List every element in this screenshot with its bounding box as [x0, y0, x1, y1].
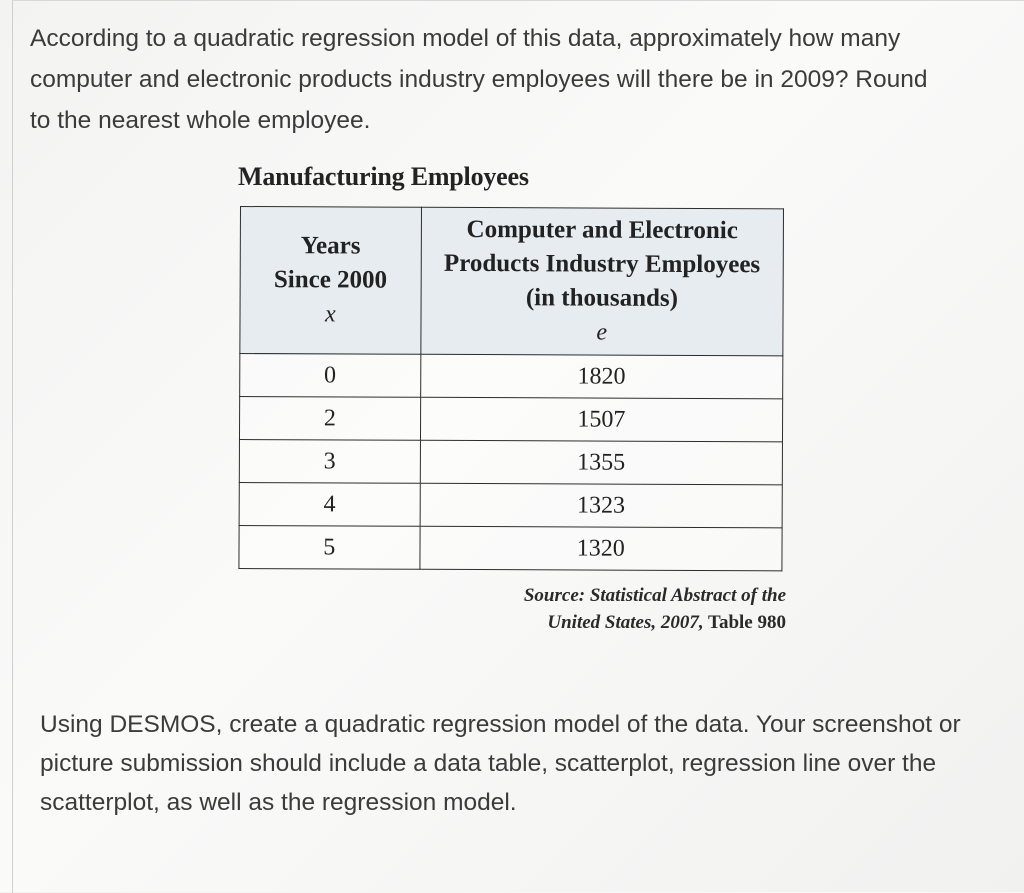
table-row — [239, 397, 782, 442]
header-employees — [421, 207, 784, 356]
header-e-line: Products Industry Employees — [443, 249, 761, 279]
header-x-line: Since 2000 — [273, 266, 388, 294]
cell-x: 4 — [239, 482, 420, 526]
cell-x: 0 — [240, 354, 421, 398]
cell-e: 1355 — [420, 440, 783, 485]
table-row — [240, 354, 783, 399]
question-line: to the nearest whole employee. — [30, 107, 371, 134]
header-e-variable: e — [596, 319, 608, 346]
instructions-text — [40, 705, 1000, 822]
cell-e: 1323 — [420, 483, 783, 528]
cell-e: 1507 — [420, 397, 783, 442]
question-line: According to a quadratic regression model of this data, approximately how many — [30, 25, 901, 52]
question-line: computer and electronic products industry employees will there be in 2009? Round — [30, 66, 928, 93]
source-publication: United States, 2007, — [547, 612, 704, 633]
cell-x: 3 — [239, 439, 420, 483]
header-e-line: Computer and Electronic — [466, 215, 738, 245]
table-header-row — [240, 207, 784, 356]
source-label: Source: Statistical Abstract of the — [523, 585, 786, 606]
cell-x: 2 — [239, 397, 420, 441]
cell-x: 5 — [239, 525, 420, 569]
question-text — [30, 18, 990, 141]
table-title: Manufacturing Employees — [238, 162, 529, 191]
header-x-variable: x — [324, 301, 336, 328]
table-row — [239, 482, 782, 527]
instructions-line: Using DESMOS, create a quadratic regression model of the data. Your screenshot or — [40, 711, 961, 738]
header-e-line: (in thousands) — [525, 284, 679, 312]
header-x-line: Years — [300, 232, 361, 260]
instructions-line: scatterplot, as well as the regression model. — [40, 789, 517, 816]
cell-e: 1320 — [420, 526, 783, 571]
header-years-since-2000 — [240, 207, 421, 355]
data-table — [238, 206, 784, 571]
table-row — [239, 525, 782, 570]
cell-e: 1820 — [420, 354, 783, 399]
table-source — [470, 582, 786, 636]
table-row — [239, 439, 782, 484]
source-table-ref: Table 980 — [703, 612, 786, 633]
instructions-line: picture submission should include a data table, scatterplot, regression line over the — [40, 750, 937, 777]
